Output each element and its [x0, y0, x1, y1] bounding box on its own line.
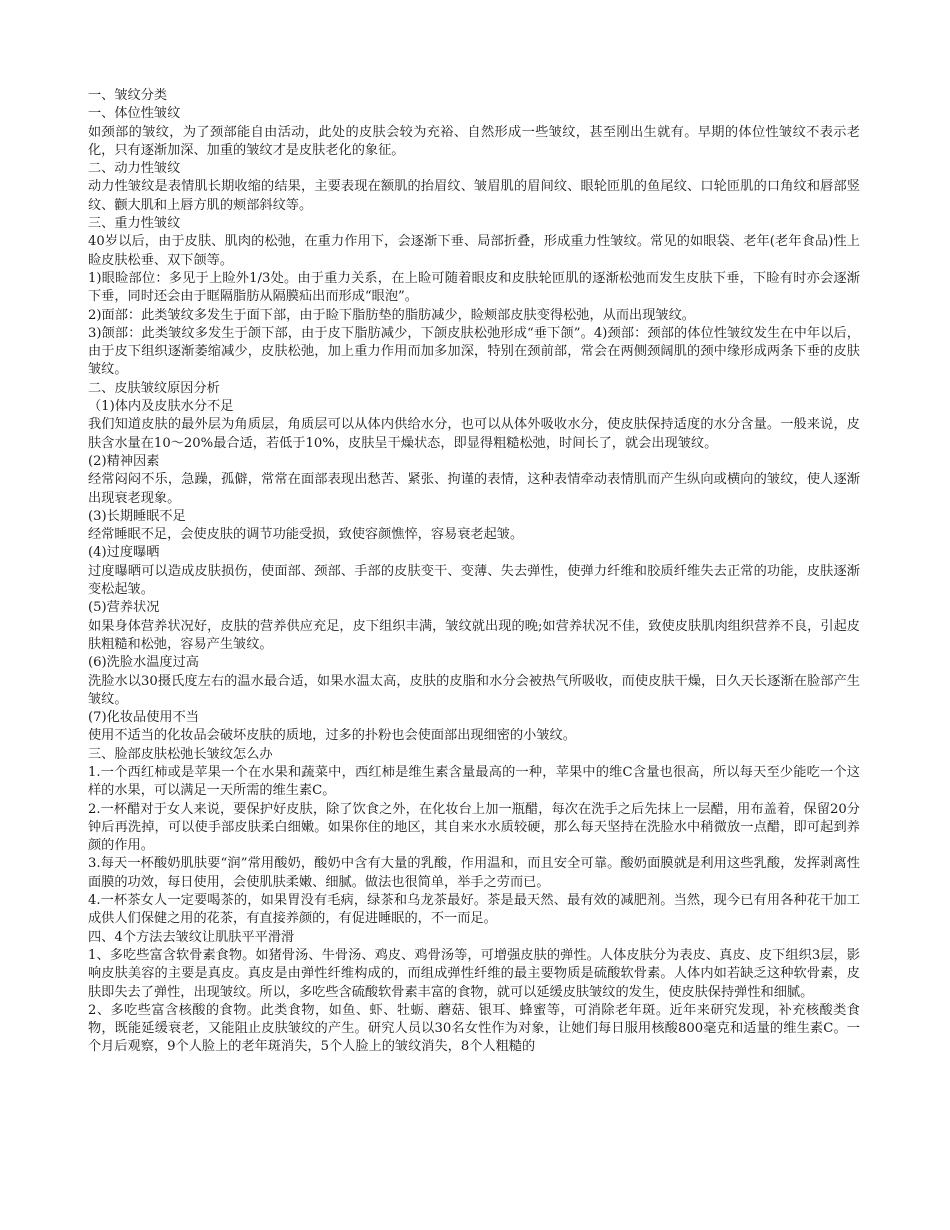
paragraph: 4.一杯茶女人一定要喝茶的，如果胃没有毛病，绿茶和乌龙茶最好。茶是最天然、最有效的减肥剂。当然，现今已有用各种花干加工成供人们保健之用的花茶，有直接养颜的，有促进睡眠的，不一而足。 — [88, 893, 860, 927]
paragraph: 我们知道皮肤的最外层为角质层，角质层可以从体内供给水分，也可以从体外吸收水分，使皮肤保持适度的水分含量。一般来说，皮肤含水量在10～20%最合适，若低于10%，皮肤呈干燥状态，即显得粗糙松弛，时间长了，就会出现皱纹。 — [88, 417, 860, 451]
subheading: (7)化妆品使用不当 — [88, 710, 199, 726]
heading: 三、脸部皮肤松弛长皱纹怎么办 — [88, 746, 273, 762]
subheading: (4)过度曝晒 — [88, 545, 160, 561]
paragraph: 40岁以后，由于皮肤、肌肉的松弛，在重力作用下，会逐渐下垂、局部折叠，形成重力性皱纹。常见的如眼袋、老年(老年食品)性上睑皮肤松垂、双下颌等。 — [88, 234, 860, 268]
subheading: (5)营养状况 — [88, 600, 160, 616]
paragraph: 1、多吃些富含软骨素食物。如猪骨汤、牛骨汤、鸡皮、鸡骨汤等，可增强皮肤的弹性。人体皮肤分为表皮、真皮、皮下组织3层，影响皮肤美容的主要是真皮。真皮是由弹性纤维构成的，而组成弹性纤维的最主要物质是硫酸软骨素。人体内如若缺乏这种软骨素，皮肤即失去了弹性，出现皱纹。所以，多吃些含硫酸软骨素丰富的食物，就可以延缓皮肤皱纹的发生，使皮肤保持弹性和细腻。 — [88, 947, 860, 1000]
subheading: 三、重力性皱纹 — [88, 216, 181, 232]
paragraph: 1)眼睑部位：多见于上睑外1/3处。由于重力关系，在上睑可随着眼皮和皮肤轮匝肌的逐渐松弛而发生皮肤下垂，下睑有时亦会逐渐下垂，同时还会由于眶隔脂肪从隔膜疝出而形成“眼泡”。 — [88, 270, 860, 305]
subheading: （1)体内及皮肤水分不足 — [88, 399, 234, 415]
paragraph: 动力性皱纹是表情肌长期收缩的结果，主要表现在额肌的抬眉纹、皱眉肌的眉间纹、眼轮匝肌的鱼尾纹、口轮匝肌的口角纹和唇部竖纹、颧大肌和上唇方肌的颊部斜纹等。 — [88, 179, 860, 213]
paragraph: 1.一个西红柿或是苹果一个在水果和蔬菜中，西红柿是维生素含量最高的一种，苹果中的维C含量也很高，所以每天至少能吃一个这样的水果，可以满足一天所需的维生素C。 — [88, 764, 860, 799]
paragraph: 如果身体营养状况好，皮肤的营养供应充足，皮下组织丰满，皱纹就出现的晚;如营养状况不佳，致使皮肤肌肉组织营养不良，引起皮肤粗糙和松弛，容易产生皱纹。 — [88, 618, 860, 652]
heading: 二、皮肤皱纹原因分析 — [88, 380, 220, 396]
paragraph: 2.一杯醋对于女人来说，要保护好皮肤，除了饮食之外，在化妆台上加一瓶醋，每次在洗手之后先抹上一层醋，用布盖着，保留20分钟后再洗掉，可以使手部皮肤柔白细嫩。如果你住的地区，其自来水水质较硬，那么每天坚持在洗脸水中稍微放一点醋，即可起到养颜的作用。 — [88, 801, 860, 854]
heading: 四、4个方法去皱纹让肌肤平平滑滑 — [88, 929, 295, 945]
subheading: 二、动力性皱纹 — [88, 161, 181, 177]
paragraph: 经常闷闷不乐，急躁，孤僻，常常在面部表现出愁苦、紧张、拘谨的表情，这种表情牵动表情肌而产生纵向或横向的皱纹，使人逐渐出现衰老现象。 — [88, 472, 860, 506]
paragraph: 过度曝晒可以造成皮肤损伤，使面部、颈部、手部的皮肤变干、变薄、失去弹性，使弹力纤维和胶质纤维失去正常的功能，皮肤逐渐变松起皱。 — [88, 563, 860, 598]
document-body — [88, 87, 860, 1057]
paragraph: 2)面部：此类皱纹多发生于面下部，由于睑下脂肪垫的脂肪减少，睑颊部皮肤变得松弛，从而出现皱纹。 — [88, 307, 695, 323]
subheading: (3)长期睡眠不足 — [88, 508, 186, 524]
subheading: (6)洗脸水温度过高 — [88, 655, 199, 671]
subheading: 一、体位性皱纹 — [88, 106, 181, 122]
paragraph: 3.每天一杯酸奶肌肤要“润”常用酸奶，酸奶中含有大量的乳酸，作用温和，而且安全可靠。酸奶面膜就是利用这些乳酸，发挥剥离性面膜的功效，每日使用，会使肌肤柔嫩、细腻。做法也很简单，举手之劳而已。 — [88, 856, 860, 890]
paragraph: 2、多吃些富含核酸的食物。此类食物，如鱼、虾、牡蛎、蘑菇、银耳、蜂蜜等，可消除老年斑。近年来研究发现，补充核酸类食物，既能延缓衰老，又能阻止皮肤皱纹的产生。研究人员以30名女性作为对象，让她们每日服用核酸800毫克和适量的维生素C。一个月后观察，9个人脸上的老年斑消失，5个人脸上的皱纹消失，8个人粗糙的 — [88, 1002, 860, 1055]
paragraph: 洗脸水以30摄氏度左右的温水最合适，如果水温太高，皮肤的皮脂和水分会被热气所吸收，而使皮肤干燥，日久天长逐渐在脸部产生皱纹。 — [88, 673, 860, 707]
paragraph: 如颈部的皱纹，为了颈部能自由活动，此处的皮肤会较为充裕、自然形成一些皱纹，甚至刚出生就有。早期的体位性皱纹不表示老化，只有逐渐加深、加重的皱纹才是皮肤老化的象征。 — [88, 124, 860, 158]
paragraph: 3)颌部：此类皱纹多发生于颌下部，由于皮下脂肪减少，下颌皮肤松弛形成“垂下颌”。4)颈部：颈部的体位性皱纹发生在中年以后，由于皮下组织逐渐萎缩减少，皮肤松弛，加上重力作用而加多加深，特别在颈前部，常会在两侧颈阔肌的颈中缘形成两条下垂的皮肤皱纹。 — [88, 325, 860, 378]
paragraph: 使用不适当的化妆品会破坏皮肤的质地，过多的扑粉也会使面部出现细密的小皱纹。 — [88, 728, 576, 744]
heading: 一、皱纹分类 — [88, 88, 168, 103]
subheading: (2)精神因素 — [88, 453, 160, 469]
paragraph: 经常睡眠不足，会使皮肤的调节功能受损，致使容颜憔悴，容易衰老起皱。 — [88, 527, 524, 543]
